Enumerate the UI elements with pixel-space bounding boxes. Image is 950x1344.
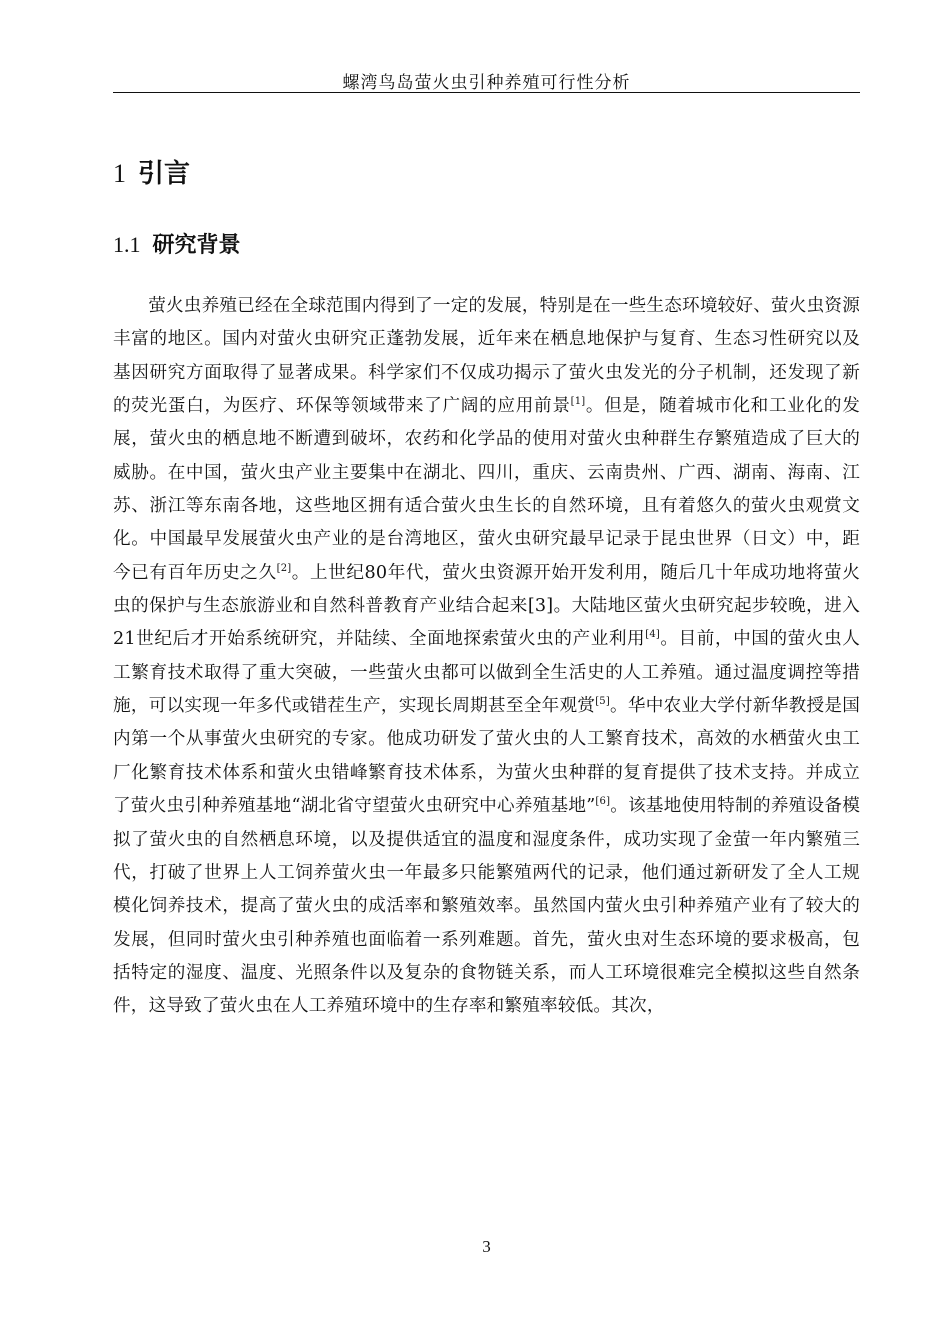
paragraph-text: 。该基地使用特制的养殖设备模拟了萤火虫的自然栖息环境，以及提供适宜的温度和湿度条件，成功实现了金萤一年内繁殖三代，打破了世界上人工饲养萤火虫一年最多只能繁殖两代的记录，他们通过新研发了全人工规模化饲养技术，提高了萤火虫的成活率和繁殖效率。虽然国内萤火虫引种养殖产业有了较大的发展，但同时萤火虫引种养殖也面临着一系列难题。首先，萤火虫对生态环境的要求极高，包括特定的湿度、温度、光照条件以及复杂的食物链关系，而人工环境很难完全模拟这些自然条件，这导致了萤火虫在人工养殖环境中的生存率和繁殖率较低。其次，: [113, 796, 860, 1017]
page-number: 3: [482, 1237, 491, 1256]
paragraph-text: 。但是，随着城市化和工业化的发展，萤火虫的栖息地不断遭到破坏，农药和化学品的使用对萤火虫种群生存繁殖造成了巨大的威胁。在中国，萤火虫产业主要集中在湖北、四川，重庆、云南贵州、广西、湖南、海南、江苏、浙江等东南各地，这些地区拥有适合萤火虫生长的自然环境，且有着悠久的萤火虫观赏文化。中国最早发展萤火虫产业的是台湾地区，萤火虫研究最早记录于昆虫世界（日文）中，距今已有百年历史之久: [113, 396, 860, 583]
section-number: 1.1: [113, 232, 141, 257]
citation-4: [4]: [645, 629, 661, 641]
citation-6: [6]: [595, 796, 611, 808]
citation-5: [5]: [595, 696, 610, 708]
paragraph-text: 。上世纪80年代，萤火虫资源开始开发利用，随后几十年成功地将萤火虫的保护与生态旅游业和自然科普教育产业结合起来[3]。大陆地区萤火虫研究起步较晚，进入21世纪后才开始系统研究，并陆续、全面地探索萤火虫的产业利用: [113, 562, 860, 650]
section-title: 研究背景: [152, 233, 241, 258]
running-header: 螺湾鸟岛萤火虫引种养殖可行性分析: [342, 73, 631, 93]
chapter-heading: [113, 153, 190, 190]
header-divider: [113, 92, 860, 93]
chapter-title: 引言: [138, 159, 191, 189]
section-heading: [113, 228, 241, 259]
paragraph-text: 萤火虫养殖已经在全球范围内得到了一定的发展，特别是在一些生态环境较好、萤火虫资源丰富的地区。国内对萤火虫研究正蓬勃发展，近年来在栖息地保护与复育、生态习性研究以及基因研究方面取得了显著成果。科学家们不仅成功揭示了萤火虫发光的分子机制，还发现了新的荧光蛋白，为医疗、环保等领域带来了广阔的应用前景: [113, 296, 860, 417]
paragraph-text: 。目前，中国的萤火虫人工繁育技术取得了重大突破，一些萤火虫都可以做到全生活史的人工养殖。通过温度调控等措施，可以实现一年多代或错茬生产，实现长周期甚至全年观赏: [113, 629, 861, 717]
citation-2: [2]: [276, 562, 292, 574]
body-paragraph: [113, 290, 860, 1024]
chapter-number: 1: [113, 159, 126, 188]
citation-1: [1]: [570, 396, 586, 408]
paragraph-text: 。华中农业大学付新华教授是国内第一个从事萤火虫研究的专家。他成功研发了萤火虫的人工繁育技术，高效的水栖萤火虫工厂化繁育技术体系和萤火虫错峰繁育技术体系，为萤火虫种群的复育提供了技术支持。并成立了萤火虫引种养殖基地“湖北省守望萤火虫研究中心养殖基地”: [113, 696, 860, 817]
